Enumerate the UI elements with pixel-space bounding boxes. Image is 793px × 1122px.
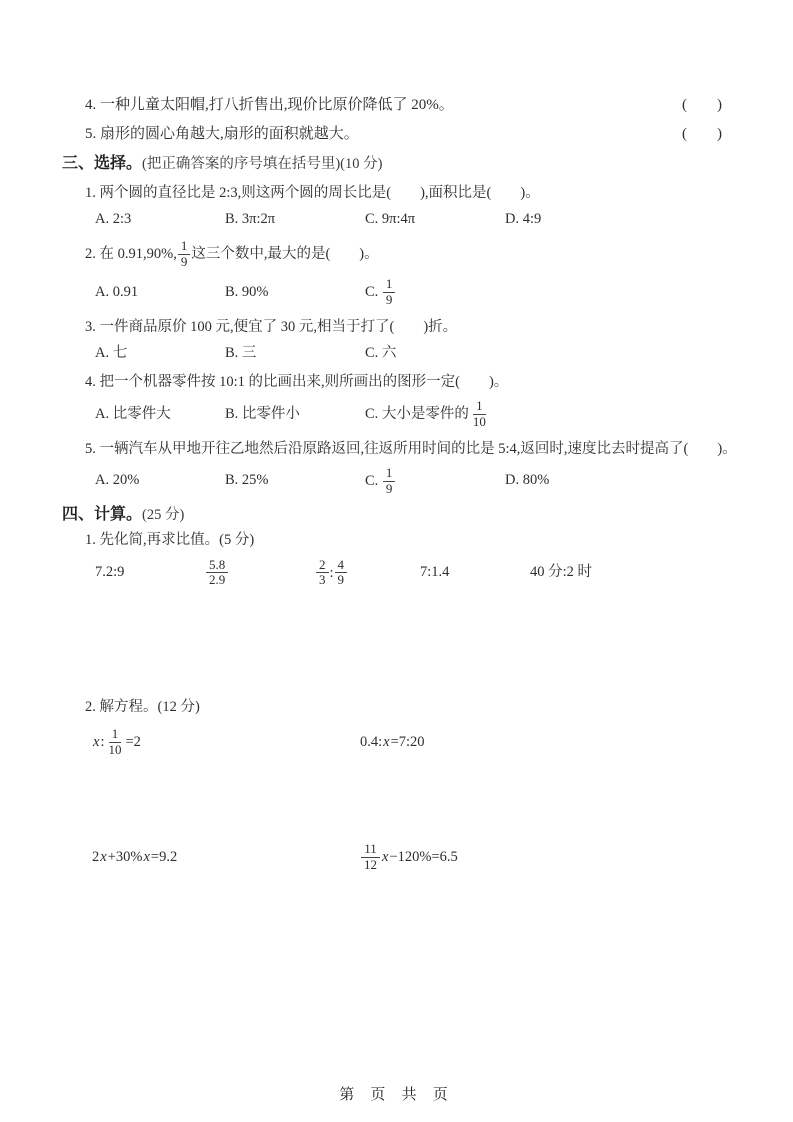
variable: x	[382, 849, 389, 866]
fraction-numerator: 11	[361, 842, 380, 858]
variable: x	[100, 849, 107, 866]
question-options	[62, 399, 773, 430]
fraction	[383, 466, 396, 497]
question-stem: 4. 把一个机器零件按 10:1 的比画出来,则所画出的图形一定( )。	[85, 373, 509, 390]
option-item: B. 25%	[225, 472, 269, 489]
fraction-numerator: 1	[109, 727, 122, 743]
section-choice-title: 三、选择。	[62, 155, 143, 172]
section-calc-heading	[62, 505, 773, 525]
fraction	[361, 842, 380, 873]
option-item: B. 3π:2π	[225, 211, 276, 227]
statement-text: 4. 一种儿童太阳帽,打八折售出,现价比原价降低了 20%。	[85, 97, 454, 113]
fraction-denominator: 3	[319, 572, 326, 588]
question-options	[62, 344, 773, 363]
fraction	[178, 239, 191, 270]
equation-item: 0.4:x=7:20	[360, 734, 425, 751]
option-item: C. $\frac{1}{9}$	[365, 277, 396, 308]
fraction-numerator: 1	[473, 399, 486, 415]
equation-item: 2x+30%x=9.2	[92, 849, 178, 866]
solve-title: 2. 解方程。(12 分)	[85, 699, 200, 716]
expression-item: 7:1.4	[420, 564, 450, 581]
fraction	[383, 277, 396, 308]
option-item: D. 4:9	[505, 211, 542, 227]
page-footer: 第 页 共 页	[339, 1086, 454, 1103]
equations	[62, 727, 773, 873]
fraction-numerator: 2	[316, 558, 329, 574]
option-item: C. 9π:4π	[365, 211, 416, 227]
fraction-numerator: 5.8	[206, 558, 228, 574]
true-false-item	[62, 125, 722, 144]
question-stem: 2. 在 0.91,90%, $\frac{1}{9}$ 这三个数中,最大的是( )。	[85, 238, 379, 269]
equation-item: $\frac{11}{12}$ x−120%=6.5	[360, 849, 458, 865]
fraction-denominator: 10	[472, 413, 486, 429]
option-item: B. 90%	[225, 283, 269, 300]
fraction-numerator: 1	[178, 239, 191, 255]
section-choice-instruction: (把正确答案的序号填在括号里)(10 分)	[142, 156, 383, 172]
fraction-denominator: 2.9	[209, 572, 226, 588]
fraction-numerator: 4	[335, 558, 348, 574]
simplify-title: 1. 先化简,再求比值。(5 分)	[85, 531, 255, 548]
fraction-denominator: 12	[364, 857, 377, 873]
fraction-denominator: 9	[385, 480, 393, 496]
variable: x	[93, 734, 100, 751]
variable: x	[383, 734, 390, 751]
option-item: B. 三	[225, 344, 257, 361]
question-stem: 5. 一辆汽车从甲地开往乙地然后沿原路返回,往返所用时间的比是 5:4,返回时,速度比去时提高了( )。	[85, 440, 737, 457]
simplify-expressions	[62, 558, 773, 589]
option-item: A. 比零件大	[95, 405, 171, 422]
option-item: A. 七	[95, 344, 128, 361]
equation-item: x: $\frac{1}{10}$ =2	[93, 726, 141, 758]
equation-row	[62, 842, 773, 873]
choice-questions	[62, 184, 773, 497]
question-stem: 3. 一件商品原价 100 元,便宜了 30 元,相当于打了( )折。	[85, 318, 458, 335]
fraction	[206, 558, 228, 589]
section-choice-heading	[62, 154, 773, 174]
option-item: D. 80%	[505, 472, 550, 489]
answer-bracket: ( )	[682, 97, 722, 113]
fraction	[316, 558, 329, 589]
fraction-numerator: 1	[383, 277, 396, 293]
true-false-item	[62, 96, 722, 115]
expression-item: 7.2:9	[95, 564, 125, 581]
answer-bracket: ( )	[682, 126, 722, 142]
fraction-numerator: 1	[383, 466, 396, 482]
fraction-denominator: 9	[180, 253, 188, 269]
expression-item: $\frac{2}{3}$ : $\frac{4}{9}$	[315, 558, 420, 589]
option-item: C. 六	[365, 344, 397, 361]
fraction	[335, 558, 348, 589]
question-options	[62, 210, 773, 229]
option-item: A. 20%	[95, 472, 140, 489]
fraction-denominator: 10	[108, 742, 122, 758]
expression-item: 40 分:2 时	[530, 564, 593, 581]
option-item: B. 比零件小	[225, 405, 300, 422]
fraction-denominator: 9	[385, 291, 393, 307]
option-item: A. 0.91	[95, 283, 139, 300]
question-options	[62, 277, 773, 308]
fraction-denominator: 9	[337, 572, 345, 588]
question-stem: 1. 两个圆的直径比是 2:3,则这两个圆的周长比是( ),面积比是( )。	[85, 185, 540, 201]
expression-item	[205, 558, 315, 589]
option-item: A. 2:3	[95, 211, 132, 227]
true-false-section	[62, 96, 773, 144]
option-item: C. $\frac{1}{9}$	[365, 466, 505, 497]
equation-row	[62, 727, 773, 758]
question-options	[62, 466, 773, 497]
fraction	[470, 399, 489, 430]
fraction	[105, 727, 124, 758]
option-item: C. 大小是零件的 $\frac{1}{10}$	[365, 399, 490, 430]
variable: x	[143, 849, 150, 866]
section-calc-score: (25 分)	[142, 506, 185, 523]
section-calc-title: 四、计算。	[62, 505, 143, 523]
statement-text: 5. 扇形的圆心角越大,扇形的面积就越大。	[85, 126, 359, 142]
